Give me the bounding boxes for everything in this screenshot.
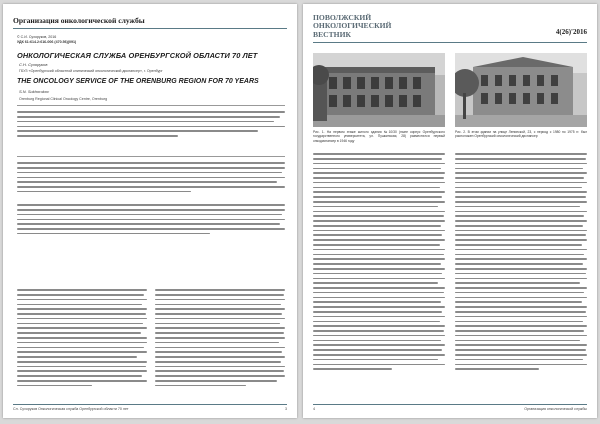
left-page [3, 4, 297, 418]
footer-rule [13, 404, 287, 405]
udc-line: УДК 61:614.2:616-006 (470.56)(091) [17, 40, 77, 44]
section-rule [13, 28, 287, 29]
footer-running-title: Сл. Сухоруков Онкологическая служба Оренбургской области 70 лет [13, 407, 129, 411]
photo-building-1 [313, 53, 445, 127]
article-title-en: THE ONCOLOGY SERVICE OF THE ORENBURG REGION FOR 70 YEARS [17, 78, 259, 85]
page-number: 3 [285, 407, 287, 411]
abstract-en [17, 201, 285, 234]
body-column-3 [313, 150, 445, 370]
header-rule [313, 42, 587, 43]
author-ru: С.Н. Сухоруков [19, 62, 48, 67]
footer-section-title: Организация онкологической службы [524, 407, 587, 411]
contacts-block [17, 108, 285, 137]
photo-building-2 [455, 53, 587, 127]
page-number-right: 4 [313, 407, 315, 411]
body-column-4 [455, 150, 587, 370]
section-title: Организация онкологической службы [13, 16, 145, 25]
author-en: S.N. Sukhorukov [19, 89, 50, 94]
body-column-1 [17, 286, 147, 386]
body-column-2 [155, 286, 285, 386]
abstract-ru [17, 159, 285, 192]
affiliation-ru: ГБУЗ «Оренбургский областной клинический онкологический диспансер», г. Оренбург [19, 69, 163, 73]
right-page [303, 4, 597, 418]
figure-caption-1: Рис. 1. На первом этаже жилого здания №10/30 (ныне корпус Оренбургского государственного университета, ул. Пушкинская, 28) разместился первый онкодиспансер в 1946 году [313, 130, 445, 143]
abstract-rule [17, 156, 285, 157]
affiliation-en: Orenburg Regional Clinical Oncology Centre, Orenburg [19, 97, 108, 101]
article-title-ru: ОНКОЛОГИЧЕСКАЯ СЛУЖБА ОРЕНБУРГСКОЙ ОБЛАСТИ 70 ЛЕТ [17, 51, 258, 60]
copyright-line: © С.И. Сухоруков, 2016 [17, 35, 57, 39]
journal-title: ПОВОЛЖСКИЙ ОНКОЛОГИЧЕСКИЙ ВЕСТНИК [313, 13, 392, 39]
footer-rule-right [313, 404, 587, 405]
contacts-rule [17, 105, 285, 106]
figure-caption-2: Рис. 2. В этом здании на улице Ленинской, 23, с период с 1980 по 1975 гг. был расположен Оренбургский онкологический диспансер [455, 130, 587, 139]
issue-number: 4(26)'2016 [555, 28, 587, 36]
